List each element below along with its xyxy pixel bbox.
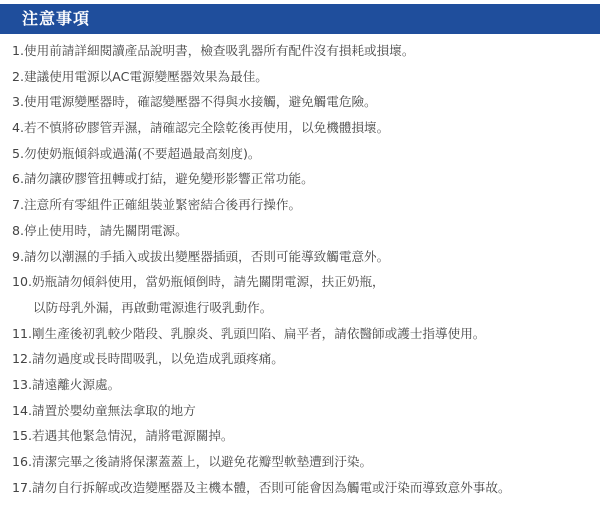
notice-item-4: 4.若不慎將矽膠管弄濕，請確認完全陰乾後再使用，以免機體損壞。	[12, 120, 390, 136]
notice-item-1: 1.使用前請詳細閱讀產品說明書，檢查吸乳器所有配件沒有損耗或損壞。	[12, 43, 415, 58]
notice-item-3: 3.使用電源變壓器時，確認變壓器不得與水接觸，避免觸電危險。	[12, 94, 377, 110]
notice-item-2: 2.建議使用電源以AC電源變壓器效果為最佳。	[12, 68, 268, 84]
notice-item-8: 8.停止使用時，請先關閉電源。	[12, 222, 188, 238]
notice-item-16: 16.清潔完畢之後請將保潔蓋蓋上，以避免花瓣型軟墊遭到汙染。	[12, 454, 373, 469]
notice-list	[0, 38, 600, 500]
notice-item-9: 9.請勿以潮濕的手插入或拔出變壓器插頭，否則可能導致觸電意外。	[12, 248, 390, 264]
page-title: 注意事項	[22, 9, 91, 28]
notice-item-12: 12.請勿過度或長時間吸乳，以免造成乳頭疼痛。	[12, 351, 284, 367]
notice-item-14: 14.請置於嬰幼童無法拿取的地方	[12, 402, 196, 418]
notice-item-15: 15.若遇其他緊急情況，請將電源關掉。	[12, 428, 234, 444]
notice-item-11: 11.剛生產後初乳較少階段、乳腺炎、乳頭凹陷、扁平者，請依醫師或護士指導使用。	[12, 325, 486, 341]
notice-item-10: 10.奶瓶請勿傾斜使用，當奶瓶傾倒時，請先關閉電源，扶正奶瓶，	[12, 274, 385, 290]
notice-item-17: 17.請勿自行拆解或改造變壓器及主機本體，否則可能會因為觸電或汙染而導致意外事故。	[12, 479, 511, 495]
notice-item-10-continued: 以防母乳外漏，再啟動電源進行吸乳動作。	[33, 299, 273, 315]
header-bar	[0, 4, 600, 34]
notice-item-5: 5.勿使奶瓶傾斜或過滿(不要超過最高刻度)。	[12, 145, 261, 161]
notice-item-13: 13.請遠離火源處。	[12, 376, 121, 392]
notice-item-7: 7.注意所有零組件正確組裝並緊密結合後再行操作。	[12, 197, 302, 213]
notice-item-6: 6.請勿讓矽膠管扭轉或打結，避免變形影響正常功能。	[12, 171, 314, 187]
